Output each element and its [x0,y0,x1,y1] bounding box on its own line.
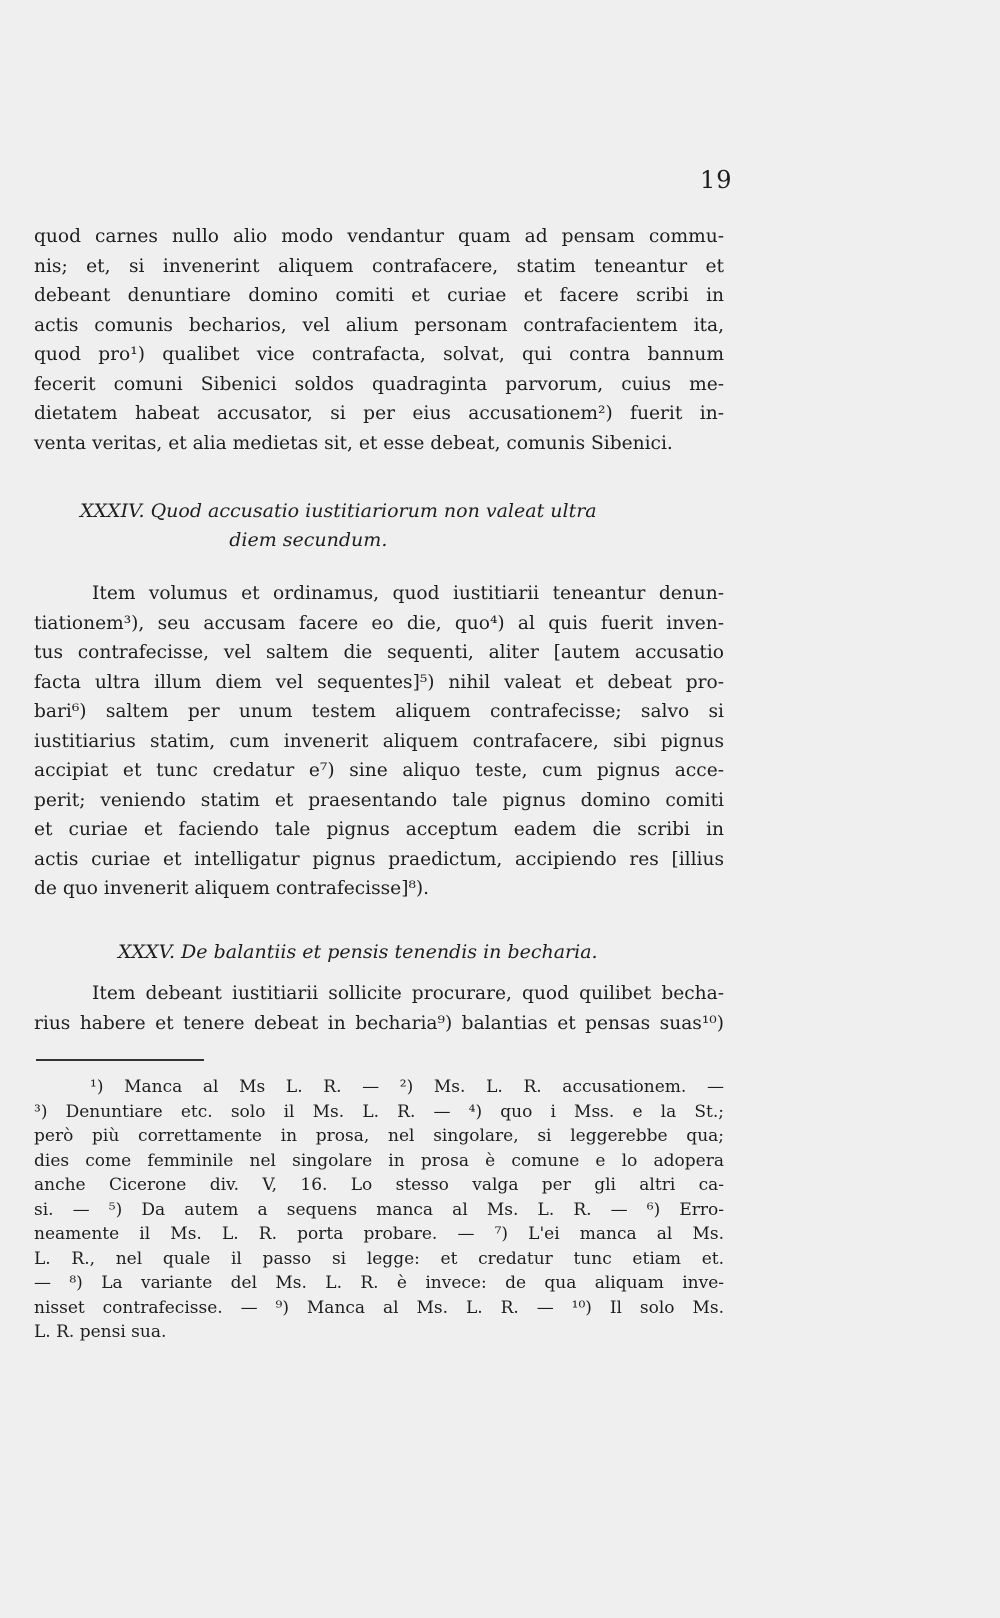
section-title-xxxv: XXXV. De balantiis et pensis tenendis in becharia. [118,941,598,963]
text-line: accipiat et tunc credatur e⁷) sine aliquo teste, cum pignus acce- [34,760,724,781]
text-line: debeant denuntiare domino comiti et curiae et facere scribi in [34,285,724,306]
text-line: rius habere et tenere debeat in becharia⁹) balantias et pensas suas¹⁰) [34,1012,724,1034]
text-line: actis comunis becharios, vel alium personam contrafacientem ita, [34,314,724,336]
footnotes [34,1075,724,1345]
footnote-line: L. R., nel quale il passo si legge: et credatur tunc etiam et. [34,1248,724,1269]
footnote-line: neamente il Ms. L. R. porta probare. — ⁷) L'ei manca al Ms. [34,1224,724,1244]
text-line: Item volumus et ordinamus, quod iustitiarii teneantur denun- [92,583,724,604]
footnote-line: anche Cicerone div. V, 16. Lo stesso valga per gli altri ca- [34,1175,724,1195]
text-line: iustitiarius statim, cum invenerit aliquem contrafacere, sibi pignus [34,730,724,752]
section-title-line: diem secundum. [229,529,388,551]
text-line: dietatem habeat accusator, si per eius accusationem²) fuerit in- [34,403,724,424]
text-line: et curiae et faciendo tale pignus acceptum eadem die scribi in [34,819,724,840]
text-line: facta ultra illum diem vel sequentes]⁵) nihil valeat et debeat pro- [34,671,724,693]
text-line: bari⁶) saltem per unum testem aliquem contrafecisse; salvo si [34,701,724,722]
text-line: fecerit comuni Sibenici soldos quadraginta parvorum, cuius me- [34,373,724,395]
footnote-line: L. R. pensi sua. [34,1322,167,1342]
text-line: Item debeant iustitiarii sollicite procurare, quod quilibet becha- [92,983,724,1004]
footnote-line: dies come femminile nel singolare in prosa è comune e lo adopera [34,1150,724,1171]
text-line: tus contrafecisse, vel saltem die sequenti, aliter [autem accusatio [34,642,724,663]
page-number: 19 [700,166,733,194]
text-line: venta veritas, et alia medietas sit, et esse debeat, comunis Sibenici. [34,432,673,454]
paragraph-meat-sale [34,222,724,458]
footnote-rule [36,1059,204,1061]
text-line: actis curiae et intelligatur pignus praedictum, accipiendo res [illius [34,848,724,870]
text-line: quod carnes nullo alio modo vendantur quam ad pensam commu- [34,226,724,247]
text-line: tiationem³), seu accusam facere eo die, quo⁴) al quis fuerit inven- [34,612,724,634]
footnote-line: ³) Denuntiare etc. solo il Ms. L. R. — ⁴) quo i Mss. e la St.; [34,1101,724,1122]
footnote-line: nisset contrafecisse. — ⁹) Manca al Ms. L. R. — ¹⁰) Il solo Ms. [34,1297,724,1318]
text-line: perit; veniendo statim et praesentando tale pignus domino comiti [34,789,724,811]
text-line: de quo invenerit aliquem contrafecisse]⁸). [34,878,430,899]
section-title-line: XXXIV. Quod accusatio iustitiariorum non valeat ultra [80,500,597,522]
footnote-line: si. — ⁵) Da autem a sequens manca al Ms. L. R. — ⁶) Erro- [34,1199,724,1220]
footnote-line: — ⁸) La variante del Ms. L. R. è invece: de qua aliquam inve- [34,1273,724,1293]
paragraph-scales [34,979,724,1038]
text-line: nis; et, si invenerint aliquem contrafacere, statim teneantur et [34,255,724,277]
footnote-line: però più correttamente in prosa, nel singolare, si leggerebbe qua; [34,1126,724,1146]
paragraph-accusation [34,579,724,904]
text-line: quod pro¹) qualibet vice contrafacta, solvat, qui contra bannum [34,344,724,365]
footnote-line: ¹) Manca al Ms L. R. — ²) Ms. L. R. accusationem. — [90,1077,724,1097]
section-title-xxxiv [80,497,597,555]
